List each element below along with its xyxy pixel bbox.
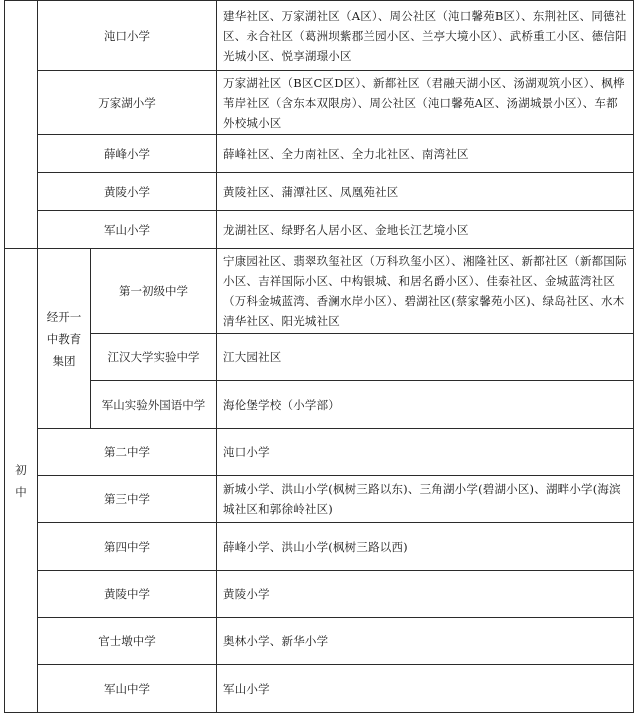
zone-cell [223,71,628,134]
school-name: 第一初级中学 [119,284,188,298]
junior-category-label: 初 中 [15,462,27,499]
zone-text: 黄陵小学 [223,587,270,601]
school-name-cell [38,429,216,475]
school-name: 黄陵小学 [104,184,150,199]
zone-text: 万家湖社区（B区C区D区）、新都社区（君融天湖小区、汤湖观筑小区）、枫桦苇岸社区（含东本双限房）、周公社区（沌口馨苑A区、汤湖城景小区）、车都外校城小区 [223,75,625,130]
table-border-bottom [4,712,634,713]
zone-cell [223,618,628,664]
school-name: 军山小学 [104,222,150,237]
school-name: 官士墩中学 [98,634,156,648]
zone-text: 奥林小学、新华小学 [223,634,329,648]
school-name-cell [91,334,216,380]
school-name-cell [38,71,216,134]
school-name: 第二中学 [104,445,150,459]
zone-cell [223,249,628,333]
school-name-cell [91,249,216,333]
school-name-cell [38,173,216,210]
school-name: 万家湖小学 [98,95,156,110]
school-name: 第三中学 [104,492,150,506]
zone-cell [223,173,628,210]
table-border-right [633,0,634,713]
zone-cell [223,334,628,380]
zone-cell [223,429,628,475]
zone-text: 建华社区、万家湖社区（A区）、周公社区（沌口馨苑B区）、东荆社区、同德社区、永合社区（葛洲坝紫郡兰园小区、兰亭大境小区）、武桥重工小区、德信阳光城小区、悦享湖璟小区 [223,8,627,63]
school-name-cell [38,665,216,712]
zone-text: 沌口小学 [223,445,270,459]
school-name: 沌口小学 [104,28,150,43]
column-divider-school [216,0,217,713]
school-name: 军山实验外国语中学 [101,397,206,412]
school-name-cell [91,381,216,428]
school-name-cell [38,523,216,570]
zone-cell [223,523,628,570]
zone-text: 军山小学 [223,681,270,696]
zone-text: 龙湖社区、绿野名人居小区、金地长江艺境小区 [223,222,469,237]
zone-text: 黄陵社区、蒲潭社区、凤凰苑社区 [223,184,399,199]
school-name-cell [38,211,216,248]
school-name: 薛峰小学 [104,146,150,161]
zone-text: 宁康园社区、翡翠玖玺社区（万科玖玺小区）、湘隆社区、新都社区（新都国际小区、吉祥国际小区、中构银城、和居名爵小区）、佳泰社区、金城蓝湾社区（万科金城蓝湾、香澜水岸小区）、碧湖社区(蔡家馨苑小区)、绿岛社区、水木清华社区、阳光城社区 [223,254,627,328]
school-name: 江汉大学实验中学 [107,350,200,364]
zone-cell [223,1,628,70]
school-name: 黄陵中学 [104,587,150,601]
school-name: 军山中学 [104,681,150,696]
zone-text: 海伦堡学校（小学部） [223,397,340,412]
school-name-cell [38,618,216,664]
zone-text: 新城小学、洪山小学(枫树三路以东)、三角湖小学(碧湖小区)、湖畔小学(海滨城社区和郭徐岭社区) [223,482,621,516]
zone-cell [223,665,628,712]
zone-text: 薛峰社区、全力南社区、全力北社区、南湾社区 [223,146,469,161]
zone-text: 薛峰小学、洪山小学(枫树三路以西) [223,539,408,554]
zone-cell [223,211,628,248]
school-name-cell [38,135,216,172]
school-name-cell [38,1,216,70]
education-group-label: 经开一 中教育 集团 [46,309,82,368]
school-name-cell [38,476,216,522]
enrollment-zone-table [4,0,634,713]
zone-cell [223,476,628,522]
zone-text: 江大园社区 [223,350,282,364]
zone-cell [223,571,628,617]
zone-cell [223,135,628,172]
school-name: 第四中学 [104,539,150,554]
school-name-cell [38,571,216,617]
zone-cell [223,381,628,428]
